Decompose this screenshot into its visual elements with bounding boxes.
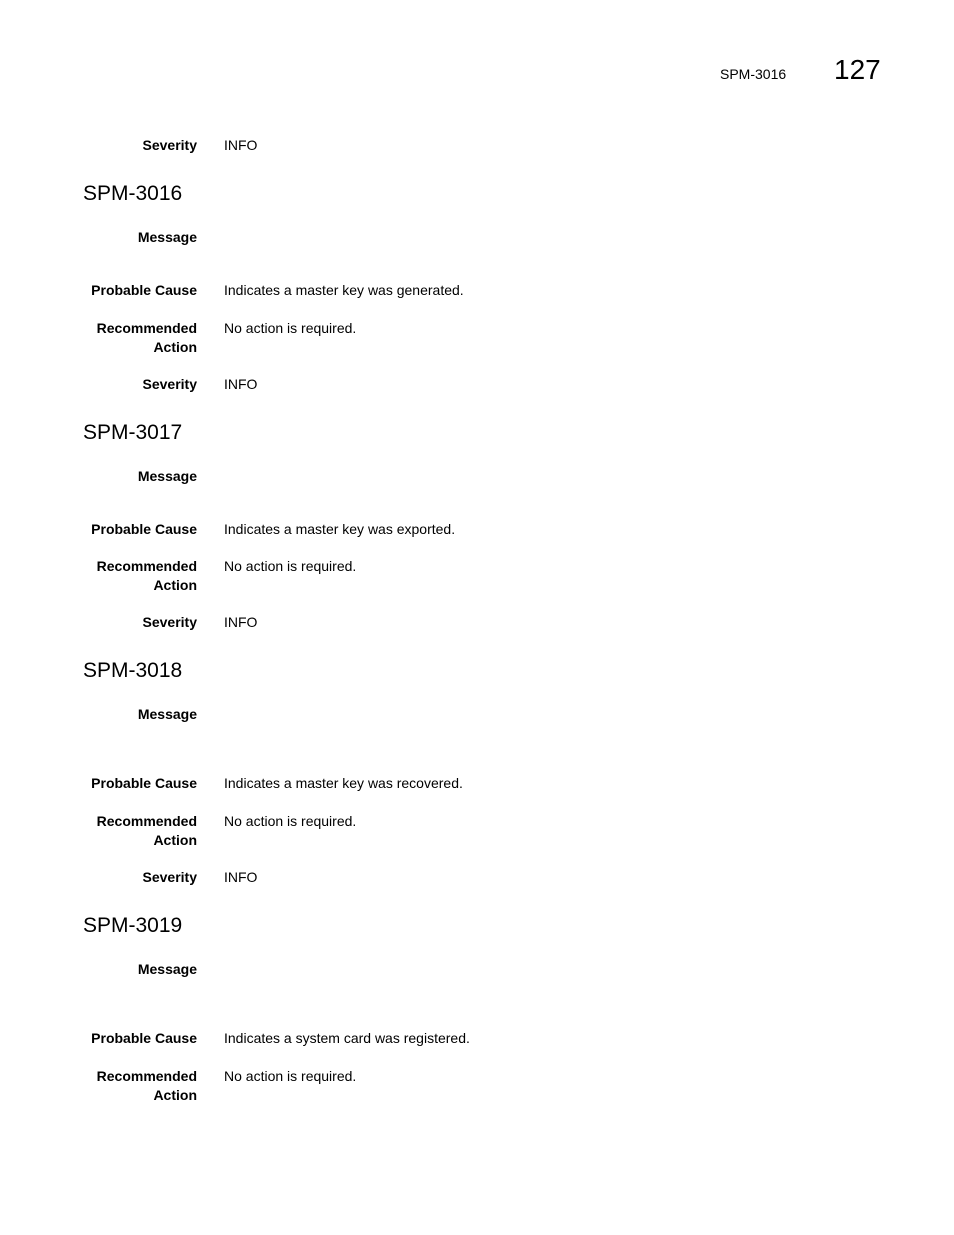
recommended-action-label — [40, 557, 197, 595]
severity-label: Severity — [142, 137, 197, 153]
probable-cause-label: Probable Cause — [91, 1030, 197, 1046]
recommended-label-line1: Recommended — [96, 1068, 197, 1084]
message-label: Message — [137, 706, 197, 722]
running-header-section: SPM-3016 — [720, 66, 787, 82]
message-label: Message — [137, 229, 197, 245]
recommended-action-label — [40, 1067, 197, 1105]
severity-label: Severity — [142, 869, 197, 885]
probable-cause-label: Probable Cause — [91, 775, 197, 791]
recommended-label-line1: Recommended — [96, 558, 197, 574]
probable-cause-label: Probable Cause — [91, 282, 197, 298]
severity-value: INFO — [224, 376, 258, 392]
probable-cause-value: Indicates a master key was generated. — [224, 282, 464, 298]
probable-cause-value: Indicates a system card was registered. — [224, 1030, 470, 1046]
severity-label: Severity — [142, 614, 197, 630]
recommended-action-value: No action is required. — [224, 813, 357, 829]
recommended-action-value: No action is required. — [224, 1068, 357, 1084]
recommended-label-line2: Action — [153, 832, 197, 848]
recommended-label-line1: Recommended — [96, 320, 197, 336]
probable-cause-value: Indicates a master key was exported. — [224, 521, 456, 537]
message-label: Message — [137, 961, 197, 977]
entry-heading: SPM-3017 — [83, 421, 183, 444]
recommended-label-line1: Recommended — [96, 813, 197, 829]
recommended-label-line2: Action — [153, 1087, 197, 1103]
entry-heading: SPM-3018 — [83, 659, 183, 682]
entry-heading: SPM-3019 — [83, 914, 183, 937]
recommended-action-value: No action is required. — [224, 558, 357, 574]
page-chapter-number: 127 — [834, 54, 881, 85]
entry-heading: SPM-3016 — [83, 182, 183, 205]
severity-value: INFO — [224, 137, 258, 153]
recommended-action-label — [40, 812, 197, 850]
recommended-label-line2: Action — [153, 339, 197, 355]
severity-value: INFO — [224, 869, 258, 885]
recommended-label-line2: Action — [153, 577, 197, 593]
recommended-action-label — [40, 319, 197, 357]
probable-cause-label: Probable Cause — [91, 521, 197, 537]
recommended-action-value: No action is required. — [224, 320, 357, 336]
severity-label: Severity — [142, 376, 197, 392]
severity-value: INFO — [224, 614, 258, 630]
probable-cause-value: Indicates a master key was recovered. — [224, 775, 463, 791]
message-label: Message — [137, 468, 197, 484]
